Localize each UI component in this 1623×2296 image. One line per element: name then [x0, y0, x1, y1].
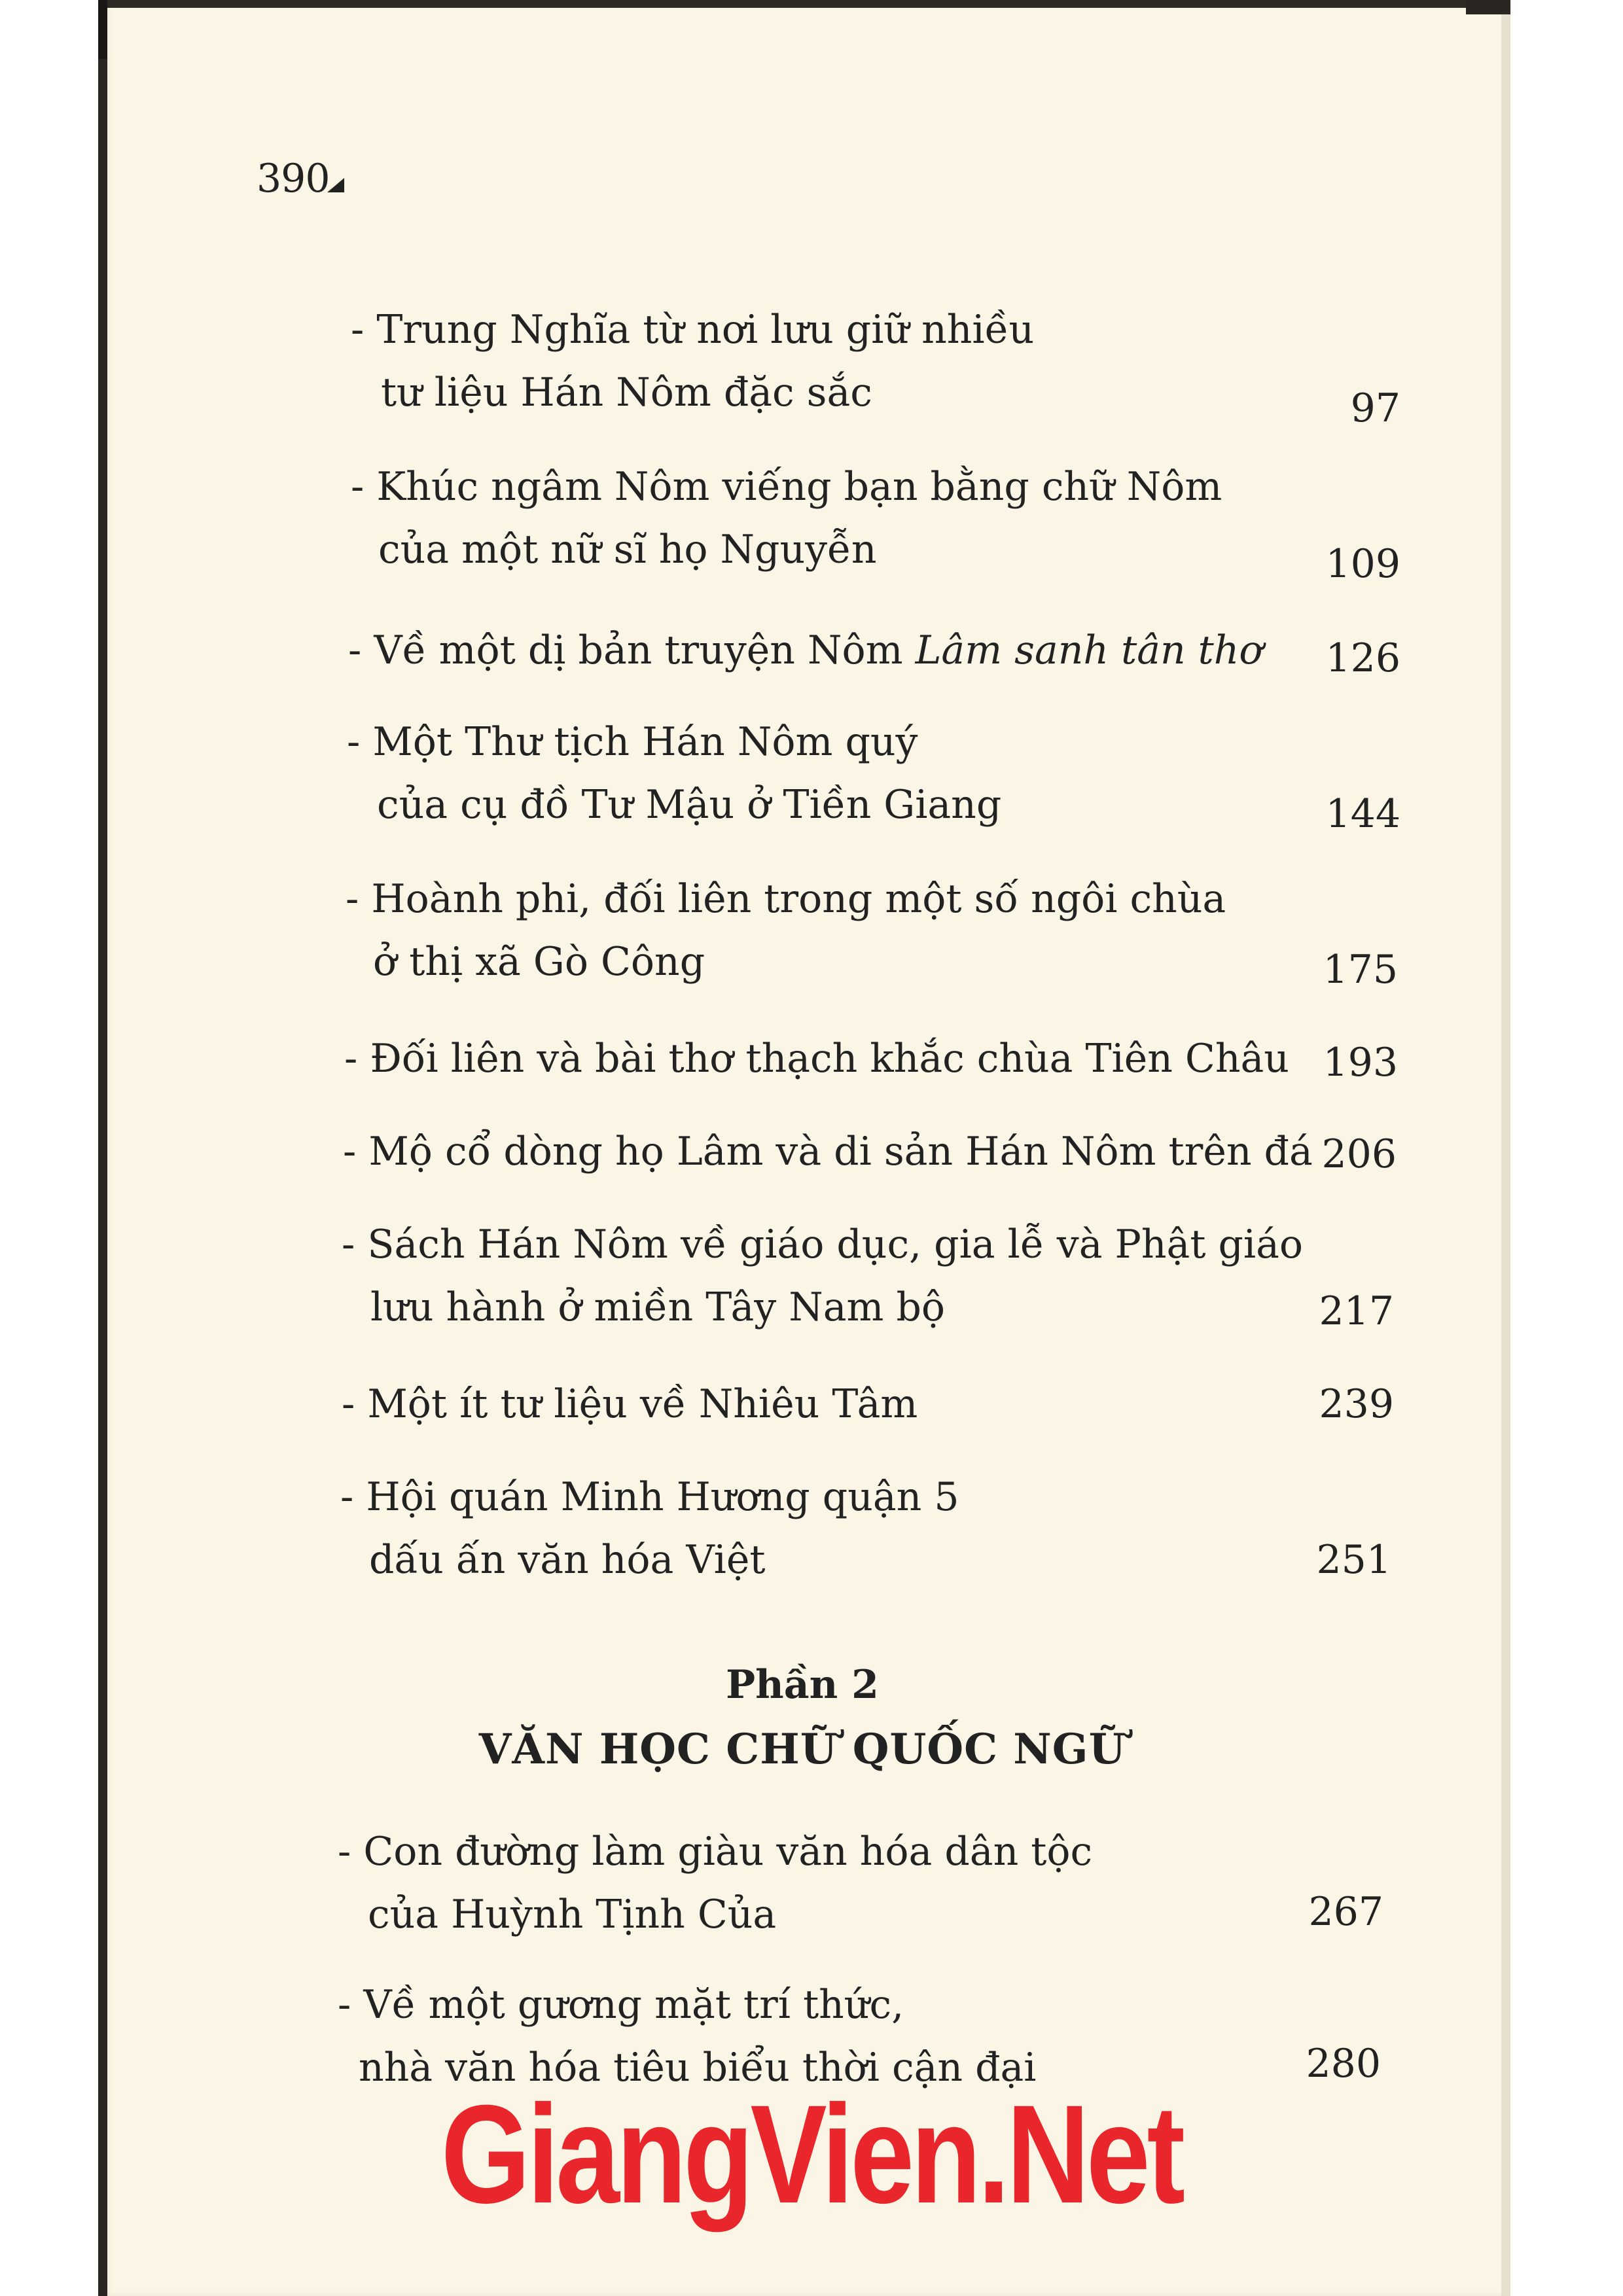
entry-page-number: 267 — [1308, 1889, 1383, 1935]
entry-line: - Con đường làm giàu văn hóa dân tộc — [338, 1829, 1093, 1875]
entry-page-number: 144 — [1325, 791, 1400, 837]
entry-line: nhà văn hóa tiêu biểu thời cận đại — [359, 2045, 1037, 2091]
entry-line: - Một Thư tịch Hán Nôm quý — [347, 719, 918, 765]
entry-line: của một nữ sĩ họ Nguyễn — [378, 527, 877, 573]
page-right-edge — [1501, 0, 1510, 2296]
entry-page-number: 175 — [1323, 947, 1398, 993]
entry-page-number: 217 — [1319, 1288, 1394, 1334]
entry-line: - Đối liên và bài thơ thạch khắc chùa Tiên Châu — [344, 1036, 1289, 1082]
entry-line: tư liệu Hán Nôm đặc sắc — [381, 370, 872, 415]
page-left-edge — [98, 0, 107, 2296]
entry-page-number: 239 — [1319, 1381, 1394, 1427]
watermark-text: GiangVien.Net — [440, 2076, 1183, 2233]
binding-corner — [98, 0, 107, 59]
page-marker-icon — [327, 178, 344, 192]
entry-line: - Một ít tư liệu về Nhiêu Tâm — [342, 1381, 918, 1427]
entry-line: - Mộ cổ dòng họ Lâm và di sản Hán Nôm trên đá — [343, 1129, 1313, 1174]
entry-page-number: 97 — [1350, 385, 1400, 431]
entry-line: của cụ đồ Tư Mậu ở Tiền Giang — [377, 782, 1002, 828]
entry-line: - Hội quán Minh Hương quận 5 — [340, 1474, 959, 1520]
entry-page-number: 109 — [1325, 541, 1400, 587]
entry-line: - Sách Hán Nôm về giáo dục, gia lễ và Phật giáo — [342, 1222, 1304, 1267]
entry-line: - Trung Nghĩa từ nơi lưu giữ nhiều — [351, 307, 1035, 353]
entry-page-number: 251 — [1316, 1537, 1391, 1583]
part-heading: Phần 2 — [726, 1662, 879, 1708]
entry-page-number: 193 — [1323, 1040, 1398, 1086]
entry-line: - Về một dị bản truyện Nôm — [348, 627, 916, 673]
entry-line: ở thị xã Gò Công — [373, 939, 705, 985]
entry-page-number: 126 — [1325, 635, 1400, 681]
part-title: VĂN HỌC CHỮ QUỐC NGỮ — [478, 1725, 1126, 1774]
entry-line: - Về một gương mặt trí thức, — [338, 1982, 904, 2028]
entry-line: của Huỳnh Tịnh Của — [368, 1892, 777, 1937]
entry-page-number: 206 — [1321, 1131, 1397, 1177]
page-top-edge — [98, 0, 1510, 8]
page-number: 390 — [257, 156, 330, 202]
entry-line: lưu hành ở miền Tây Nam bộ — [370, 1284, 946, 1330]
entry-line: - Hoành phi, đối liên trong một số ngôi chùa — [346, 876, 1226, 922]
entry-page-number: 280 — [1306, 2041, 1381, 2087]
entry-line: dấu ấn văn hóa Việt — [369, 1537, 766, 1583]
entry-line: - Khúc ngâm Nôm viếng bạn bằng chữ Nôm — [351, 464, 1222, 510]
entry-italic-title: Lâm sanh tân thơ — [915, 627, 1263, 673]
page-corner — [1466, 0, 1510, 14]
